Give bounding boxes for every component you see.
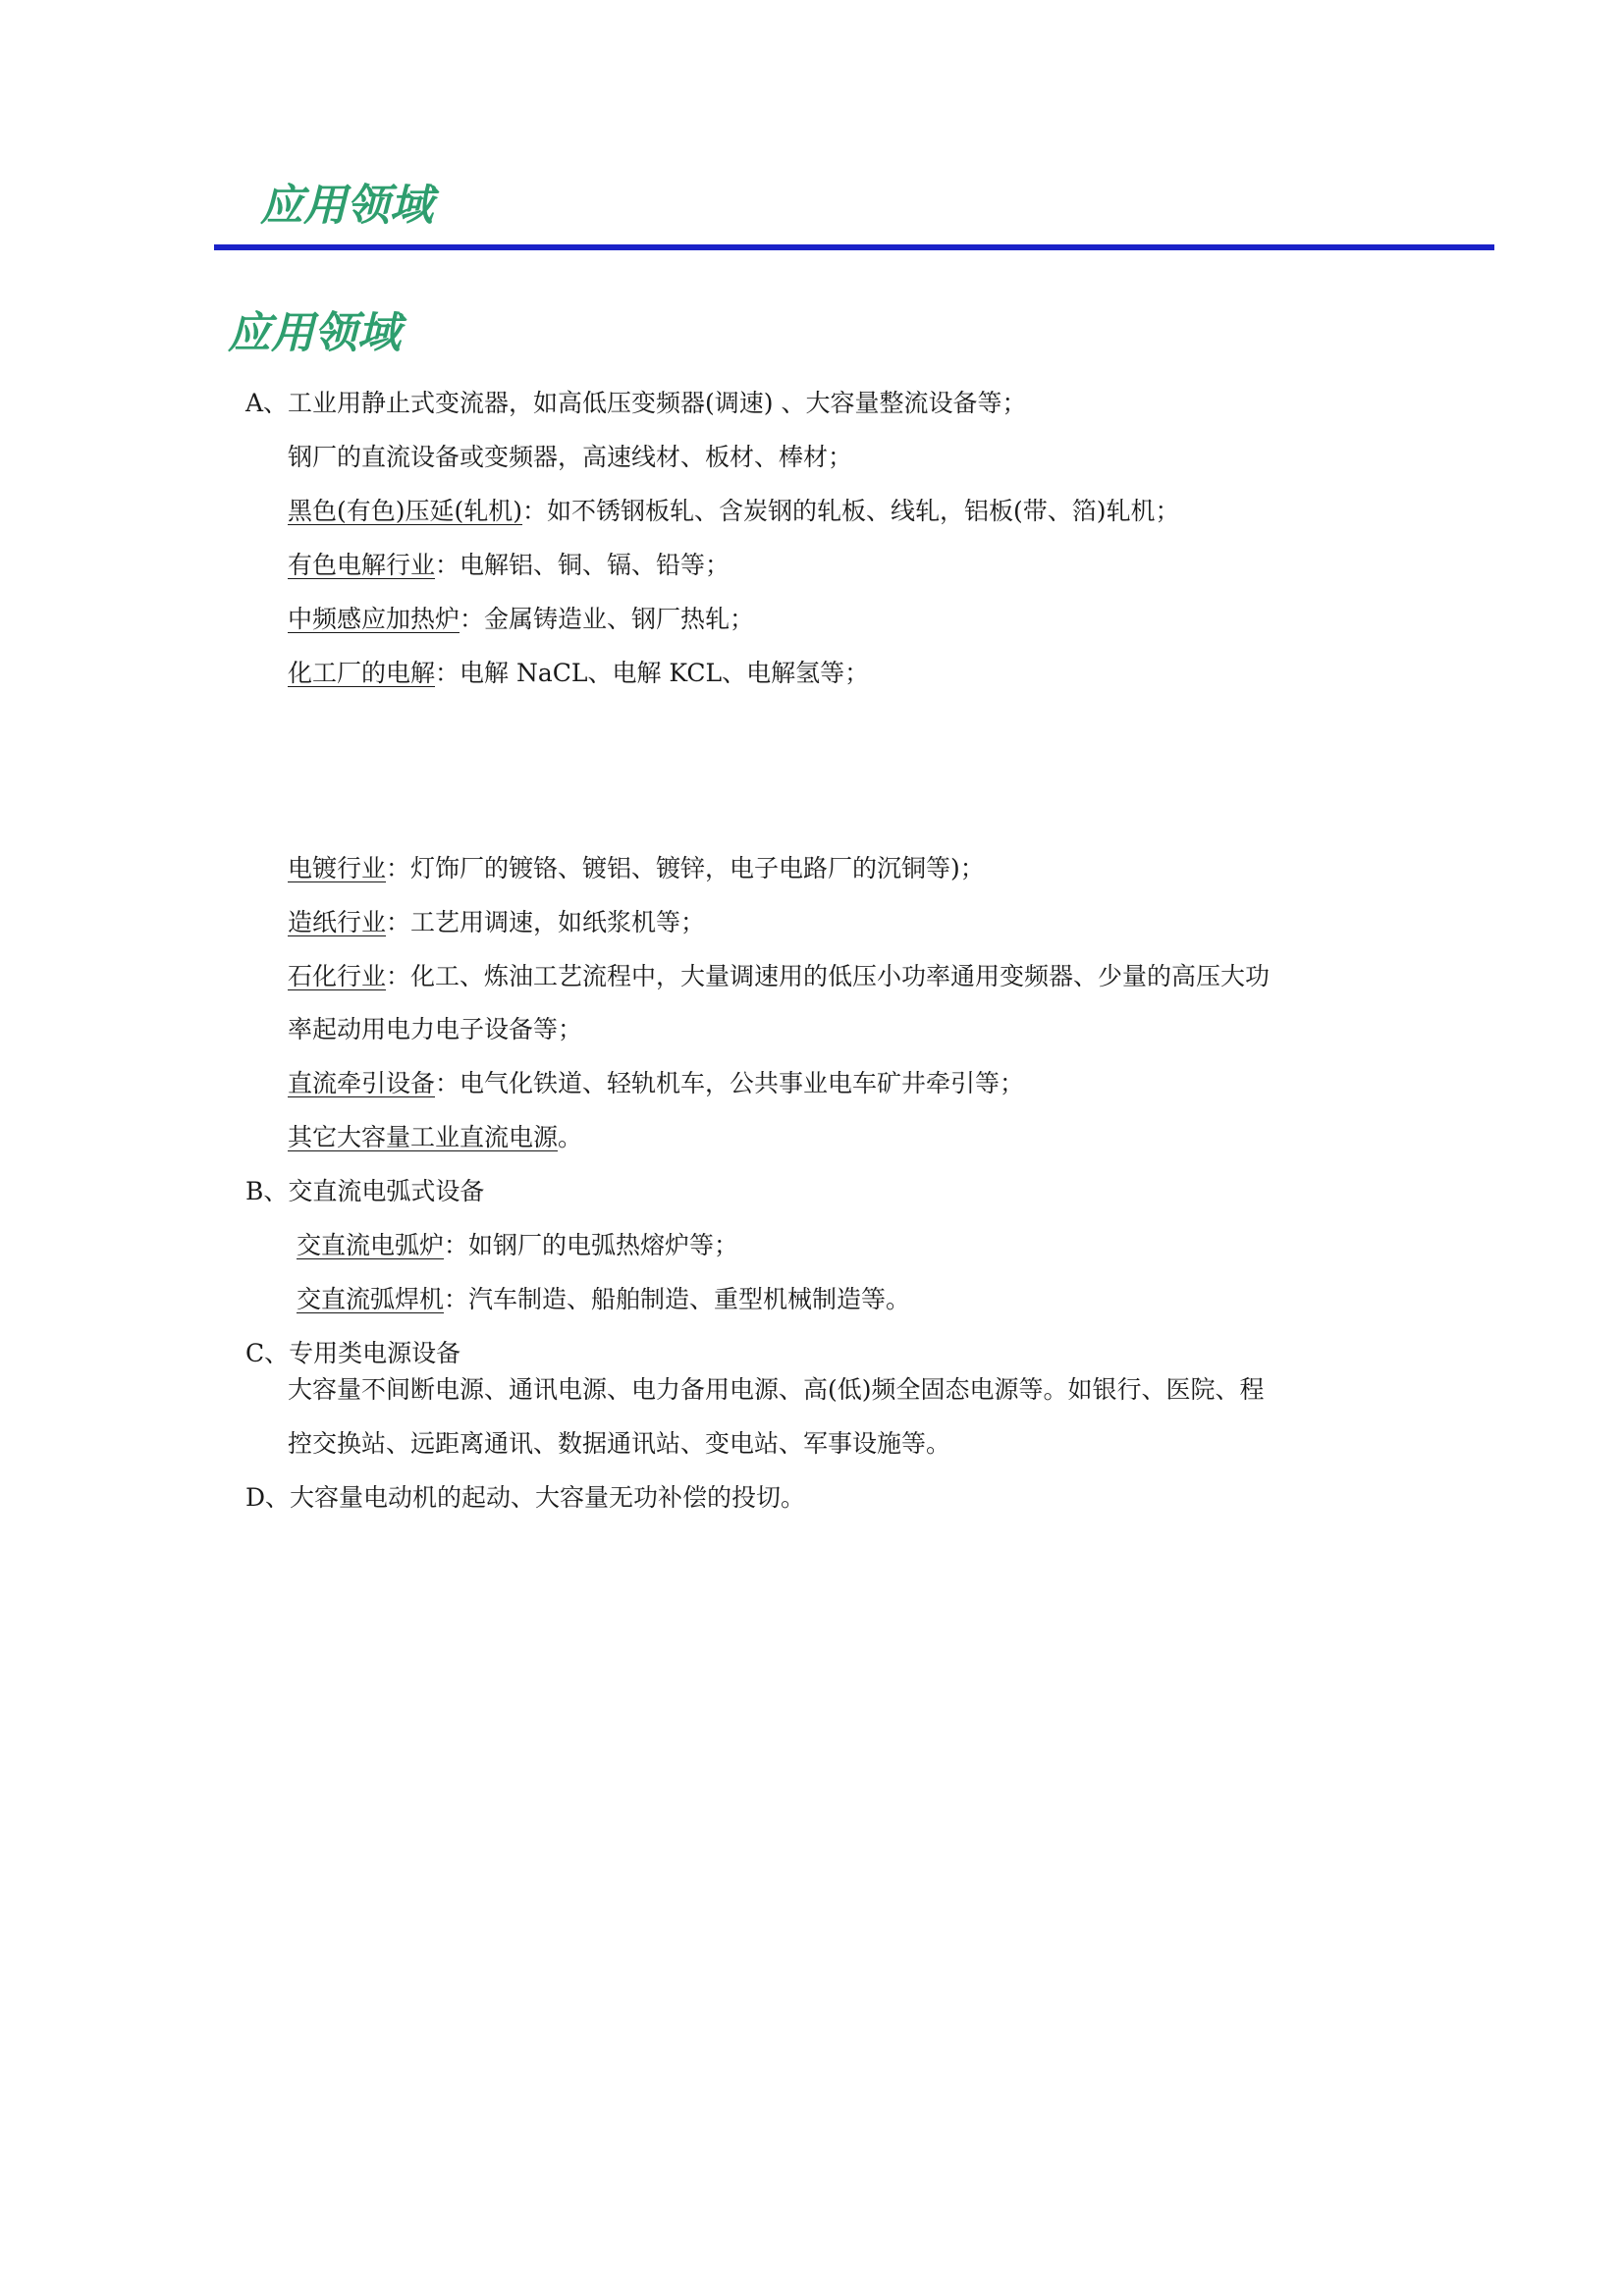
line-a-electrolysis [288, 551, 730, 580]
line-text: B、交直流电弧式设备 [245, 1177, 485, 1205]
line-text: ：电解铝、铜、镉、铅等； [435, 551, 730, 579]
line-a-other [288, 1123, 582, 1152]
line-text: ：金属铸造业、钢厂热轧； [460, 605, 755, 633]
line-a-plating [288, 854, 985, 883]
line-label: 黑色(有色)压延(轧机) [288, 497, 523, 525]
line-label: 交直流弧焊机 [297, 1285, 445, 1313]
line-text: ：如钢厂的电弧热熔炉等； [444, 1231, 739, 1259]
line-a-steel [288, 443, 852, 472]
line-b-welder [297, 1285, 910, 1314]
line-a-paper [288, 908, 705, 937]
line-text: ：化工、炼油工艺流程中，大量调速用的低压小功率通用变频器、少量的高压大功 [386, 962, 1271, 990]
line-label: 交直流电弧炉 [297, 1231, 445, 1259]
line-c-body-cont [288, 1429, 950, 1459]
line-text: D、大容量电动机的起动、大容量无功补偿的投切。 [245, 1483, 806, 1512]
line-label: 直流牵引设备 [288, 1069, 436, 1097]
line-label: 石化行业 [288, 962, 387, 990]
line-text: ：灯饰厂的镀铬、镀铝、镀锌，电子电路厂的沉铜等)； [386, 854, 985, 882]
line-label: 造纸行业 [288, 908, 387, 936]
line-c [245, 1339, 460, 1368]
line-d [245, 1483, 805, 1513]
header-rule [214, 244, 1494, 250]
line-text: 控交换站、远距离通讯、数据通讯站、变电站、军事设施等。 [288, 1429, 951, 1458]
line-a-petrochem [288, 962, 1270, 991]
line-a-induction [288, 605, 754, 634]
line-label: 中频感应加热炉 [288, 605, 460, 633]
section-title: 应用领域 [228, 308, 401, 358]
line-text: ：如不锈钢板轧、含炭钢的轧板、线轧，铝板(带、箔)轧机； [522, 497, 1180, 525]
line-text: 率起动用电力电子设备等； [288, 1015, 583, 1043]
line-text: ：电解 NaCL、电解 KCL、电解氢等； [435, 659, 870, 687]
line-text: 钢厂的直流设备或变频器，高速线材、板材、棒材； [288, 443, 853, 471]
line-c-body [288, 1375, 1265, 1405]
line-text: 大容量不间断电源、通讯电源、电力备用电源、高(低)频全固态电源等。如银行、医院、程 [288, 1375, 1265, 1404]
line-label: 其它大容量工业直流电源 [288, 1123, 559, 1151]
line-a-rolling [288, 497, 1180, 526]
line-b-furnace [297, 1231, 738, 1260]
line-text: A、工业用静止式变流器，如高低压变频器(调速) 、大容量整流设备等； [245, 389, 1027, 417]
line-text: C、专用类电源设备 [245, 1339, 461, 1367]
line-text: 。 [558, 1123, 583, 1151]
line-label: 化工厂的电解 [288, 659, 436, 687]
line-text: ：电气化铁道、轻轨机车，公共事业电车矿井牵引等； [435, 1069, 1025, 1097]
line-b [245, 1177, 484, 1206]
line-label: 有色电解行业 [288, 551, 436, 579]
line-a-traction [288, 1069, 1024, 1098]
line-a [245, 389, 1027, 418]
line-a-chemical [288, 659, 869, 688]
header-title: 应用领域 [260, 181, 433, 231]
line-label: 电镀行业 [288, 854, 387, 882]
line-text: ：工艺用调速，如纸浆机等； [386, 908, 706, 936]
line-text: ：汽车制造、船舶制造、重型机械制造等。 [444, 1285, 911, 1313]
line-a-petrochem-cont [288, 1015, 582, 1044]
